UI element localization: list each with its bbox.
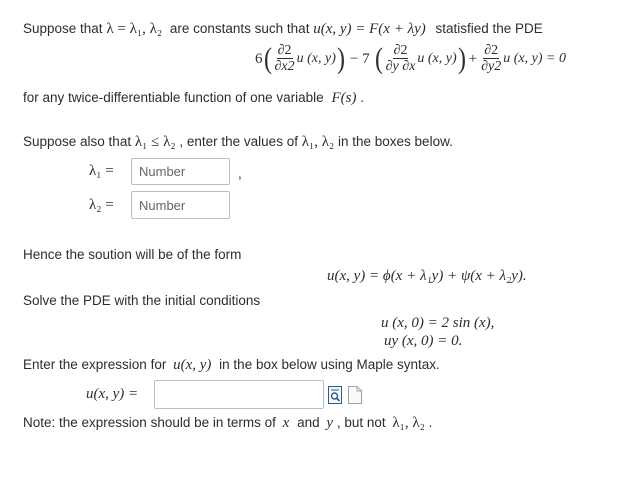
lambda2-input[interactable]: [131, 191, 230, 219]
part3-instructions: Enter the expression for u(x, y) in the box below using Maple syntax.: [23, 357, 440, 373]
lambda1-input[interactable]: [131, 158, 230, 185]
lambda1-label: λ₁ =: [89, 163, 114, 179]
solution-form: u(x, y) = ϕ(x + λ₁y) + ψ(x + λ₂y).: [327, 268, 527, 284]
hence-text: Hence the soution will be of the form: [23, 247, 242, 262]
fraction-dxx: $\frac{\partial 2}{\partial x2}$: [274, 43, 295, 74]
pde-equation: 6 ( $\frac{\partial 2}{\partial x2}$ u (x, y) ) − 7 ( $\frac{\partial 2}{\partial y \partial x}$ u (x, y) ) + $\frac{\partial 2}{\partial y2}$ u (x, y) = 0: [255, 42, 566, 75]
preview-icon[interactable]: [328, 386, 343, 407]
u-expression-input[interactable]: [154, 380, 324, 409]
lambda2-label: λ₂ =: [89, 197, 114, 213]
initial-condition-2: uy (x, 0) = 0.: [384, 333, 463, 349]
solve-text: Solve the PDE with the initial conditions: [23, 293, 261, 308]
initial-condition-1: u (x, 0) = 2 sin (x),: [381, 315, 495, 331]
part1-instructions: Suppose also that λ₁ ≤ λ₂ , enter the values of λ₁, λ₂ in the boxes below.: [23, 134, 453, 150]
problem-intro: Suppose that λ = λ₁, λ₂ are constants such that u(x, y) = F(x + λy) statisfied the PDE: [23, 21, 543, 37]
note-text: Note: the expression should be in terms of x and y , but not λ₁, λ₂ .: [23, 415, 433, 431]
lambda1-comma: ,: [238, 166, 242, 181]
problem-any-function: for any twice-differentiable function of one variable F(s) .: [23, 90, 364, 106]
fraction-dyx: $\frac{\partial 2}{\partial y \partial x}$: [385, 43, 416, 74]
help-icon[interactable]: [348, 386, 362, 407]
fraction-dyy: $\frac{\partial 2}{\partial y2}$: [481, 43, 502, 74]
u-label: u(x, y) =: [86, 386, 139, 402]
